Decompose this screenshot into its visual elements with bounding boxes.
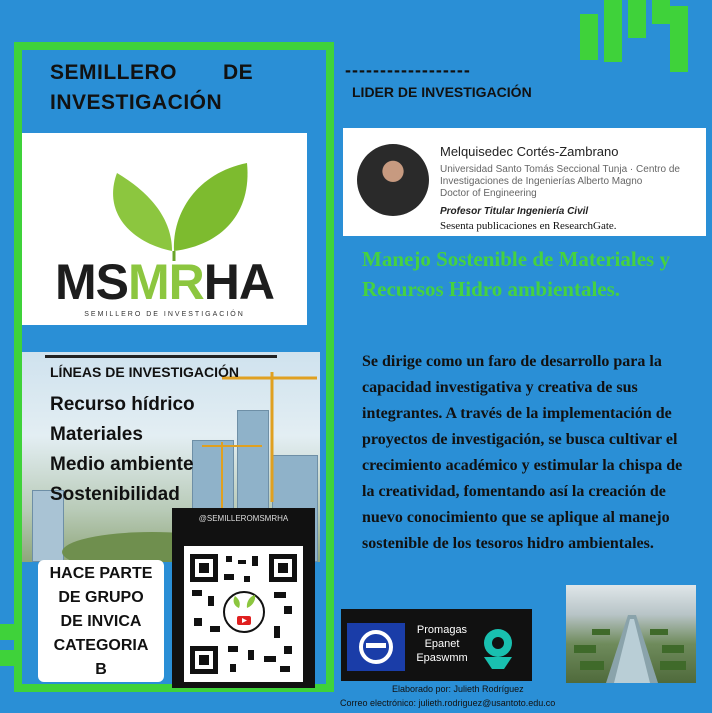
research-line-item: Materiales bbox=[50, 424, 143, 445]
group-title bbox=[22, 58, 322, 118]
logo-text-part: MR bbox=[128, 254, 204, 310]
title-word: INVESTIGACIÓN bbox=[50, 91, 223, 114]
social-handle: @SEMILLEROMSMRHA bbox=[198, 514, 289, 523]
research-line-item: Medio ambiente bbox=[50, 454, 194, 475]
profile-name: Melquisedec Cortés-Zambrano bbox=[440, 144, 619, 159]
invica-line: DE GRUPO bbox=[58, 589, 144, 606]
research-line-item: Recurso hídrico bbox=[50, 394, 195, 415]
deco-bar bbox=[670, 6, 688, 72]
invica-line: DE INVICA bbox=[60, 613, 142, 630]
profile-card[interactable] bbox=[343, 128, 706, 236]
deco-bar bbox=[580, 14, 598, 60]
lines-heading: LÍNEAS DE INVESTIGACIÓN bbox=[50, 364, 240, 380]
profile-publications: Sesenta publicaciones en ResearchGate. bbox=[440, 220, 617, 232]
title-word: DE bbox=[223, 61, 254, 84]
institution-text: Universidad Santo Tomás Seccional Tunja · Centro de Investigaciones de Ingenierías Alberto Magno bbox=[440, 164, 680, 187]
logo-text-part: MS bbox=[55, 254, 128, 310]
invica-line: CATEGORIA bbox=[53, 637, 149, 654]
promagas-logo-icon bbox=[347, 623, 405, 671]
logo-subtitle: SEMILLERO DE INVESTIGACIÓN bbox=[84, 311, 245, 318]
contact-email[interactable]: Correo electrónico: julieth.rodriguez@usantoto.edu.co bbox=[340, 698, 556, 708]
qr-code[interactable] bbox=[184, 546, 303, 682]
description-text: Se dirige como un faro de desarrollo para la capacidad investigativa y creativa de sus integrantes. A través de la implementación de proyectos de investigación, se busca cultivar el crecimiento académico y estimular la chispa de la creatividad, fomentando así la creación de nuevo conocimiento que se aplique al manejo sostenible de los tesoros hidro ambientales. bbox=[362, 353, 683, 552]
leader-divider: ------------------ bbox=[345, 60, 471, 80]
software-name: Promagas bbox=[416, 624, 468, 636]
invica-line: HACE PARTE bbox=[49, 565, 153, 582]
profile-position: Profesor Titular Ingeniería Civil bbox=[440, 206, 589, 217]
software-list bbox=[407, 623, 477, 665]
epa-logo-icon bbox=[469, 623, 527, 671]
research-line-item: Sostenibilidad bbox=[50, 484, 180, 505]
deco-bar bbox=[628, 0, 646, 38]
leaf-icon bbox=[22, 133, 307, 263]
logo-text-part: HA bbox=[203, 254, 274, 310]
section-heading: Manejo Sostenible de Materiales y Recursos Hidro ambientales. bbox=[362, 247, 670, 301]
qr-icon bbox=[184, 546, 303, 682]
software-name: Epaswmm bbox=[416, 652, 468, 664]
logo-text bbox=[22, 253, 307, 311]
deco-bar bbox=[604, 0, 622, 62]
water-channel-photo bbox=[566, 585, 696, 683]
profile-institution bbox=[440, 164, 700, 200]
software-panel bbox=[341, 609, 532, 681]
degree-text: Doctor of Engineering bbox=[440, 188, 537, 199]
leader-title: LIDER DE INVESTIGACIÓN bbox=[352, 84, 532, 100]
title-word: SEMILLERO bbox=[50, 61, 178, 84]
software-name: Epanet bbox=[424, 638, 460, 650]
divider bbox=[45, 355, 277, 358]
deco-bar bbox=[652, 0, 670, 24]
invica-badge bbox=[38, 560, 164, 682]
author-credit: Elaborado por: Julieth Rodríguez bbox=[392, 684, 524, 694]
channel-icon bbox=[566, 585, 696, 683]
logo bbox=[22, 133, 307, 325]
avatar bbox=[357, 144, 429, 216]
qr-panel bbox=[172, 508, 315, 688]
invica-line: B bbox=[95, 661, 107, 678]
